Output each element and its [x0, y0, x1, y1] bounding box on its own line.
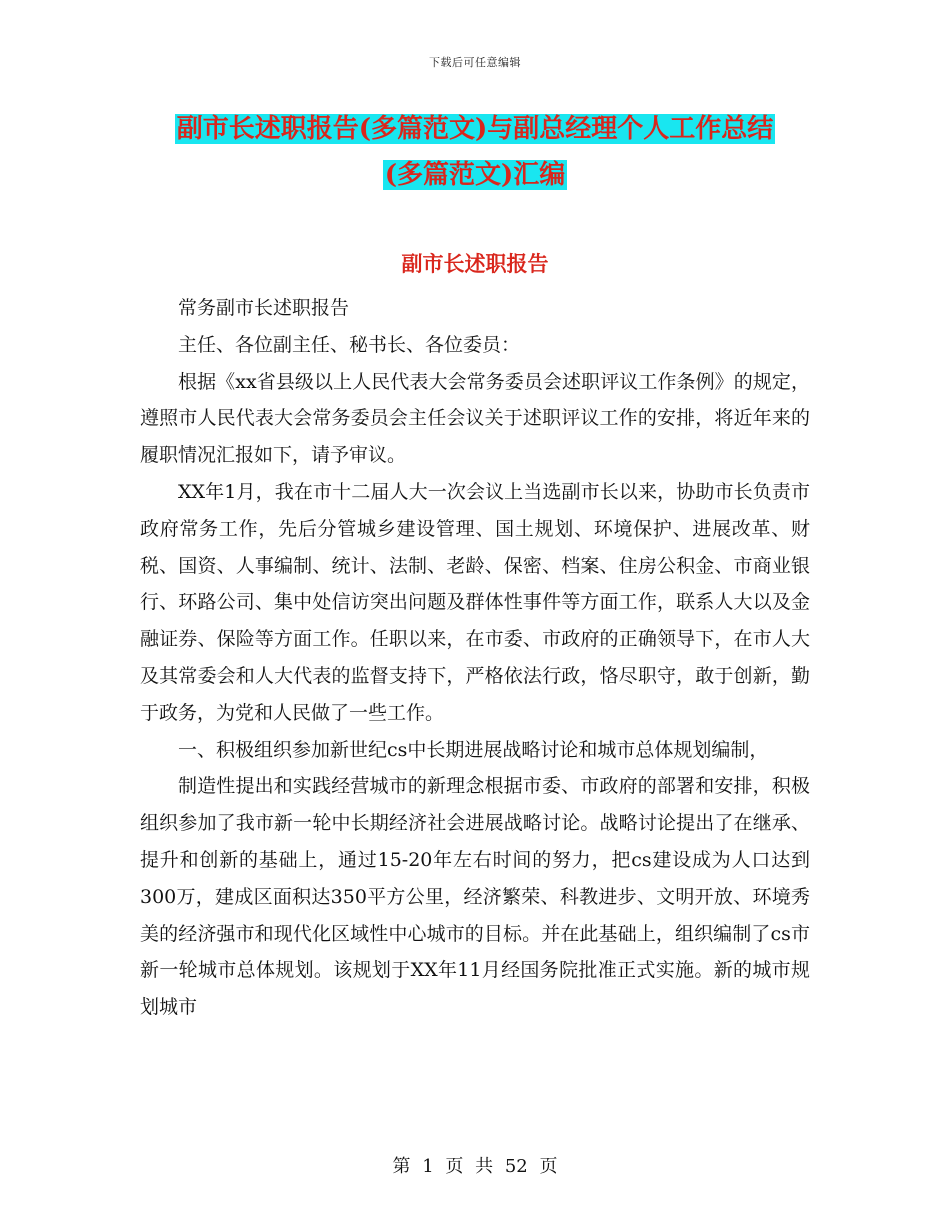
header-note: 下载后可任意编辑	[429, 56, 521, 69]
page-footer: 第 1 页 共 52 页	[392, 1156, 558, 1177]
paragraph: 制造性提出和实践经营城市的新理念根据市委、市政府的部署和安排，积极组织参加了我市新一轮中长期经济社会进展战略讨论。战略讨论提出了在继承、提升和创新的基础上，通过15-20年左右时间的努力，把cs建设成为人口达到300万，建成区面积达350平方公里，经济繁荣、科教进步、文明开放、环境秀美的经济强市和现代化区域性中心城市的目标。并在此基础上，组织编制了cs市新一轮城市总体规划。该规划于XX年11月经国务院批准正式实施。新的城市规划城市	[140, 775, 810, 1019]
paragraph: 主任、各位副主任、秘书长、各位委员：	[178, 333, 521, 356]
section-title: 副市长述职报告	[401, 251, 549, 276]
paragraph: 一、积极组织参加新世纪cs中长期进展战略讨论和城市总体规划编制，	[178, 738, 769, 761]
body-text	[140, 290, 810, 1026]
document-title	[140, 106, 810, 198]
paragraph: XX年1月，我在市十二届人大一次会议上当选副市长以来，协助市长负责市政府常务工作，先后分管城乡建设管理、国土规划、环境保护、进展改革、财税、国资、人事编制、统计、法制、老龄、保密、档案、住房公积金、市商业银行、环路公司、集中处信访突出问题及群体性事件等方面工作，联系人大以及金融证券、保险等方面工作。任职以来，在市委、市政府的正确领导下，在市人大及其常委会和人大代表的监督支持下，严格依法行政，恪尽职守，敢于创新，勤于政务，为党和人民做了一些工作。	[140, 480, 810, 724]
paragraph: 常务副市长述职报告	[178, 297, 350, 319]
title-line-1: 副市长述职报告(多篇范文)与副总经理个人工作总结	[176, 114, 774, 144]
paragraph: 根据《xx省县级以上人民代表大会常务委员会述职评议工作条例》的规定，遵照市人民代表大会常务委员会主任会议关于述职评议工作的安排，将近年来的履职情况汇报如下，请予审议。	[140, 370, 810, 467]
title-line-2: (多篇范文)汇编	[384, 160, 566, 190]
